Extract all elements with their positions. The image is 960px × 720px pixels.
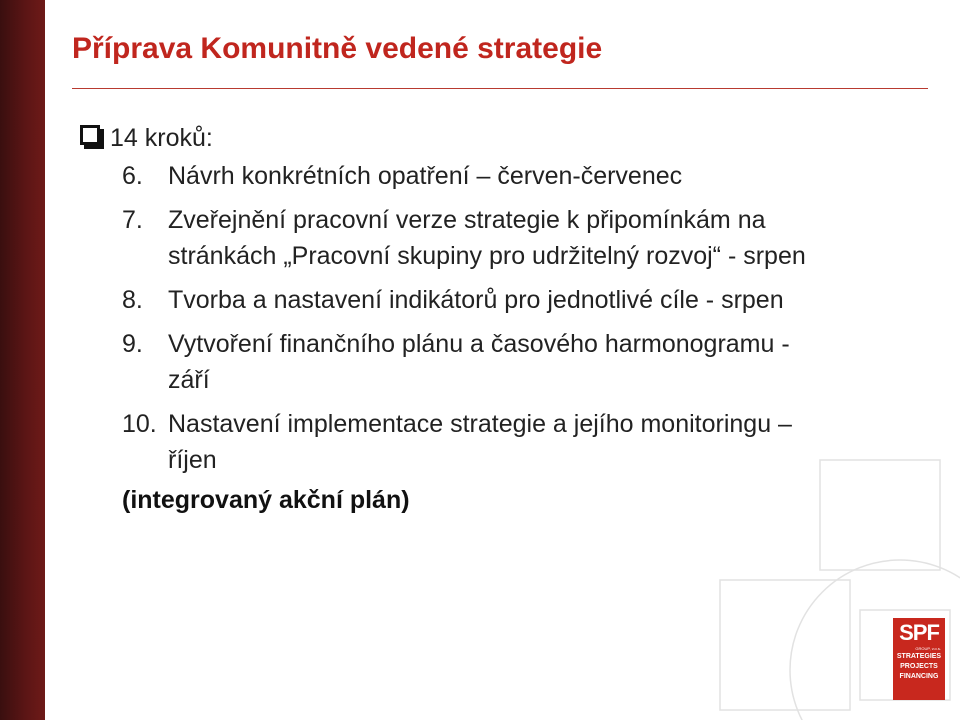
spf-logo bbox=[893, 618, 945, 700]
steps-list bbox=[76, 158, 876, 478]
logo-word: STRATEGIES bbox=[896, 653, 942, 660]
integrated-plan-note: (integrovaný akční plán) bbox=[122, 486, 410, 514]
logo-mark: SPF bbox=[899, 620, 939, 645]
step-number: 7. bbox=[122, 206, 143, 234]
logo-group-text: GROUP, v.o.s. bbox=[915, 646, 941, 651]
logo-word: FINANCING bbox=[899, 673, 939, 680]
step-number: 10. bbox=[122, 410, 157, 438]
list-item bbox=[76, 326, 876, 398]
step-number: 6. bbox=[122, 162, 143, 190]
step-text: Zveřejnění pracovní verze strategie k připomínkám na stránkách „Pracovní skupiny pro udržitelný rozvoj“ - srpen bbox=[168, 206, 806, 270]
slide-title: Příprava Komunitně vedené strategie bbox=[72, 32, 603, 65]
list-item bbox=[76, 158, 876, 194]
bullet-line bbox=[76, 118, 876, 158]
step-text: Vytvoření finančního plánu a časového harmonogramu - září bbox=[168, 330, 790, 394]
step-number: 9. bbox=[122, 330, 143, 358]
list-item bbox=[76, 202, 876, 274]
step-text: Tvorba a nastavení indikátorů pro jednotlivé cíle - srpen bbox=[168, 286, 784, 314]
list-item bbox=[76, 406, 876, 478]
step-text: Návrh konkrétních opatření – červen-červenec bbox=[168, 162, 683, 190]
left-accent-bar bbox=[0, 0, 45, 720]
checkbox-bullet-icon bbox=[80, 125, 100, 145]
title-divider bbox=[72, 88, 928, 89]
slide-content bbox=[76, 118, 876, 518]
step-number: 8. bbox=[122, 286, 143, 314]
list-item bbox=[76, 282, 876, 318]
step-text: Nastavení implementace strategie a jejího monitoringu – říjen bbox=[168, 410, 792, 474]
logo-word: PROJECTS bbox=[900, 663, 938, 670]
bullet-text: 14 kroků: bbox=[110, 124, 213, 152]
